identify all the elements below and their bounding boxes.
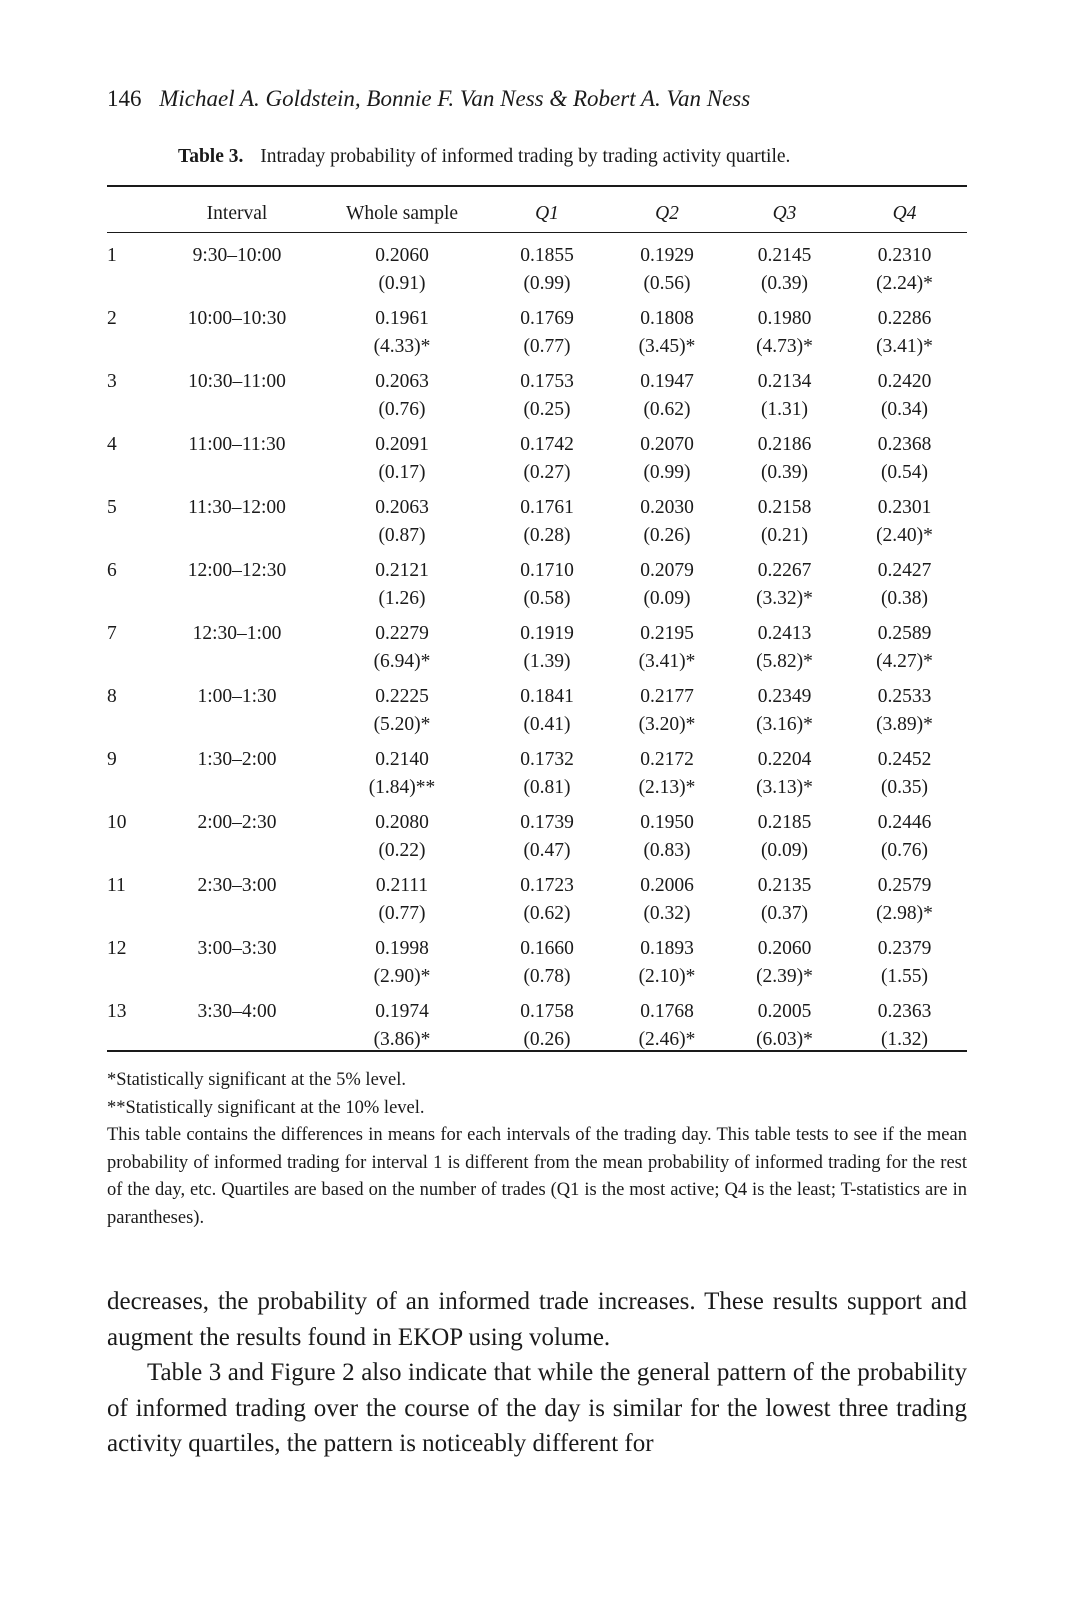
- column-header: Q2: [655, 203, 679, 224]
- value-cell: [727, 746, 842, 809]
- probability-value: 0.2279: [375, 623, 429, 644]
- t-statistic: (4.33)*: [373, 336, 431, 357]
- author-list: Michael A. Goldstein, Bonnie F. Van Ness & Robert A. Van Ness: [159, 86, 751, 111]
- value-cell: [842, 231, 967, 305]
- column-header: Q4: [892, 203, 917, 224]
- probability-value: 0.2005: [757, 1001, 812, 1022]
- value-cell: [727, 431, 842, 494]
- probability-value: 0.1998: [375, 938, 429, 959]
- row-index: 8: [107, 686, 117, 707]
- value-cell: [487, 431, 607, 494]
- running-header: [107, 86, 750, 112]
- value-cell: [607, 809, 727, 872]
- interval-cell: 3:00–3:30: [197, 938, 277, 959]
- t-statistic: (0.87): [378, 525, 426, 546]
- probability-value: 0.2121: [375, 560, 429, 581]
- t-statistic: (0.26): [643, 525, 691, 546]
- row-index: 6: [107, 560, 117, 581]
- t-statistic: (0.34): [880, 399, 929, 420]
- value-cell: [487, 620, 607, 683]
- probability-value: 0.2172: [640, 749, 694, 770]
- probability-value: 0.1768: [640, 1001, 694, 1022]
- table-row: [107, 809, 967, 872]
- table-row: [107, 231, 967, 305]
- table-caption-text: Intraday probability of informed trading by trading activity quartile.: [260, 146, 791, 167]
- row-index: 3: [107, 371, 117, 392]
- t-statistic: (0.77): [523, 336, 571, 357]
- value-cell: [317, 746, 487, 809]
- interval-cell: 12:00–12:30: [187, 560, 287, 581]
- probability-value: 0.2195: [640, 623, 694, 644]
- probability-value: 0.2301: [877, 497, 932, 518]
- t-statistic: (1.32): [880, 1029, 929, 1050]
- value-cell: [487, 494, 607, 557]
- t-statistic: (0.54): [880, 462, 929, 483]
- probability-value: 0.2310: [877, 245, 932, 266]
- interval-cell: 1:30–2:00: [197, 749, 277, 770]
- t-statistic: (0.47): [523, 840, 571, 861]
- t-statistic: (3.45)*: [638, 336, 696, 357]
- t-statistic: (0.99): [523, 273, 571, 294]
- interval-cell: 11:00–11:30: [188, 434, 286, 455]
- t-statistic: (0.38): [880, 588, 929, 609]
- value-cell: [487, 683, 607, 746]
- t-statistic: (2.24)*: [876, 273, 933, 294]
- probability-value: 0.2134: [757, 371, 812, 392]
- table-notes: [107, 1067, 967, 1232]
- t-statistic: (0.78): [523, 966, 571, 987]
- row-index: 5: [107, 497, 117, 518]
- probability-value: 0.2080: [375, 812, 429, 833]
- probability-value: 0.1739: [520, 812, 574, 833]
- probability-value: 0.2413: [757, 623, 812, 644]
- footnote-5pct: *Statistically significant at the 5% level.: [107, 1070, 407, 1090]
- t-statistic: (1.39): [523, 651, 571, 672]
- value-cell: [727, 494, 842, 557]
- table-row: [107, 305, 967, 368]
- probability-value: 0.1732: [520, 749, 574, 770]
- row-index: 11: [107, 875, 126, 896]
- t-statistic: (0.09): [643, 588, 691, 609]
- interval-cell: 12:30–1:00: [192, 623, 282, 644]
- probability-value: 0.2111: [375, 875, 429, 896]
- row-index: 4: [107, 434, 117, 455]
- probability-value: 0.1758: [520, 1001, 574, 1022]
- t-statistic: (0.41): [523, 714, 571, 735]
- t-statistic: (2.40)*: [876, 525, 933, 546]
- row-index: 2: [107, 308, 117, 329]
- interval-cell: 9:30–10:00: [192, 245, 282, 266]
- probability-value: 0.2368: [877, 434, 932, 455]
- value-cell: [727, 557, 842, 620]
- table-label: Table 3.: [178, 146, 244, 167]
- value-cell: [842, 746, 967, 809]
- probability-value: 0.1753: [520, 371, 574, 392]
- t-statistic: (0.37): [760, 903, 809, 924]
- t-statistic: (2.46)*: [638, 1029, 696, 1050]
- probability-value: 0.2158: [757, 497, 812, 518]
- t-statistic: (5.82)*: [756, 651, 813, 672]
- t-statistic: (0.25): [523, 399, 571, 420]
- value-cell: [607, 746, 727, 809]
- t-statistic: (1.55): [880, 966, 929, 987]
- value-cell: [842, 305, 967, 368]
- probability-value: 0.2070: [640, 434, 694, 455]
- value-cell: [317, 620, 487, 683]
- value-cell: [317, 683, 487, 746]
- t-statistic: (3.16)*: [756, 714, 813, 735]
- value-cell: [842, 935, 967, 998]
- probability-value: 0.1947: [640, 371, 694, 392]
- value-cell: [607, 231, 727, 305]
- table-row: [107, 557, 967, 620]
- value-cell: [727, 935, 842, 998]
- value-cell: [487, 368, 607, 431]
- value-cell: [607, 557, 727, 620]
- interval-cell: 10:30–11:00: [188, 371, 286, 392]
- table-row: [107, 494, 967, 557]
- table-caption: [178, 146, 790, 168]
- probability-value: 0.2579: [877, 875, 932, 896]
- data-table: [107, 197, 967, 1061]
- page-number: 146: [107, 86, 142, 111]
- probability-value: 0.1961: [375, 308, 429, 329]
- t-statistic: (6.03)*: [756, 1029, 813, 1050]
- value-cell: [842, 431, 967, 494]
- t-statistic: (0.77): [378, 903, 426, 924]
- table-row: [107, 620, 967, 683]
- probability-value: 0.2349: [757, 686, 812, 707]
- column-header: Q1: [535, 203, 559, 224]
- probability-value: 0.2204: [757, 749, 812, 770]
- probability-value: 0.2267: [757, 560, 812, 581]
- probability-value: 0.2185: [757, 812, 812, 833]
- t-statistic: (3.32)*: [756, 588, 813, 609]
- column-header: Q3: [772, 203, 797, 224]
- t-statistic: (3.20)*: [638, 714, 696, 735]
- t-statistic: (0.62): [523, 903, 571, 924]
- probability-value: 0.2140: [375, 749, 429, 770]
- t-statistic: (0.99): [643, 462, 691, 483]
- t-statistic: (6.94)*: [373, 651, 431, 672]
- value-cell: [487, 231, 607, 305]
- value-cell: [727, 620, 842, 683]
- value-cell: [727, 231, 842, 305]
- column-header: Interval: [206, 203, 268, 224]
- paragraph: decreases, the probability of an informed trade increases. These results support and augment the results found in EKOP using volume.: [107, 1288, 967, 1351]
- probability-value: 0.2135: [757, 875, 812, 896]
- value-cell: [607, 305, 727, 368]
- t-statistic: (2.98)*: [876, 903, 933, 924]
- value-cell: [317, 809, 487, 872]
- value-cell: [727, 998, 842, 1061]
- t-statistic: (0.09): [760, 840, 809, 861]
- value-cell: [607, 872, 727, 935]
- value-cell: [842, 809, 967, 872]
- t-statistic: (0.83): [643, 840, 691, 861]
- probability-value: 0.1893: [640, 938, 694, 959]
- value-cell: [607, 935, 727, 998]
- value-cell: [487, 935, 607, 998]
- table-row: [107, 998, 967, 1061]
- row-index: 1: [107, 245, 117, 266]
- value-cell: [317, 935, 487, 998]
- value-cell: [607, 368, 727, 431]
- t-statistic: (3.89)*: [876, 714, 933, 735]
- t-statistic: (2.13)*: [638, 777, 696, 798]
- probability-value: 0.1855: [520, 245, 574, 266]
- value-cell: [842, 620, 967, 683]
- row-index: 10: [107, 812, 127, 833]
- t-statistic: (0.21): [760, 525, 809, 546]
- table-row: [107, 368, 967, 431]
- probability-value: 0.2446: [877, 812, 932, 833]
- table-row: [107, 431, 967, 494]
- probability-value: 0.1980: [757, 308, 812, 329]
- interval-cell: 10:00–10:30: [187, 308, 287, 329]
- t-statistic: (3.41)*: [876, 336, 933, 357]
- row-index: 7: [107, 623, 117, 644]
- t-statistic: (1.84)**: [368, 777, 436, 798]
- probability-value: 0.2427: [877, 560, 932, 581]
- value-cell: [317, 305, 487, 368]
- t-statistic: (0.76): [880, 840, 929, 861]
- probability-value: 0.1742: [520, 434, 574, 455]
- interval-cell: 1:00–1:30: [197, 686, 277, 707]
- table-row: [107, 935, 967, 998]
- t-statistic: (0.58): [523, 588, 571, 609]
- t-statistic: (0.17): [378, 462, 426, 483]
- value-cell: [317, 494, 487, 557]
- interval-cell: 2:00–2:30: [197, 812, 277, 833]
- probability-value: 0.1660: [520, 938, 574, 959]
- t-statistic: (0.26): [523, 1029, 571, 1050]
- probability-value: 0.1723: [520, 875, 574, 896]
- value-cell: [842, 368, 967, 431]
- probability-value: 0.1769: [520, 308, 574, 329]
- table-row: [107, 683, 967, 746]
- t-statistic: (0.39): [760, 273, 809, 294]
- body-text: [107, 1284, 967, 1462]
- t-statistic: (0.22): [378, 840, 426, 861]
- value-cell: [607, 998, 727, 1061]
- t-statistic: (0.28): [523, 525, 571, 546]
- probability-value: 0.2379: [877, 938, 932, 959]
- row-index: 13: [107, 1001, 127, 1022]
- probability-value: 0.2006: [640, 875, 694, 896]
- probability-value: 0.2063: [375, 497, 429, 518]
- t-statistic: (0.35): [880, 777, 929, 798]
- t-statistic: (5.20)*: [373, 714, 431, 735]
- value-cell: [317, 431, 487, 494]
- probability-value: 0.2177: [640, 686, 694, 707]
- t-statistic: (4.27)*: [876, 651, 933, 672]
- value-cell: [487, 557, 607, 620]
- value-cell: [842, 494, 967, 557]
- value-cell: [607, 431, 727, 494]
- t-statistic: (0.32): [643, 903, 691, 924]
- t-statistic: (0.39): [760, 462, 809, 483]
- footnote-10pct: **Statistically significant at the 10% level.: [107, 1097, 425, 1118]
- t-statistic: (2.90)*: [373, 966, 431, 987]
- probability-value: 0.2079: [640, 560, 694, 581]
- value-cell: [727, 305, 842, 368]
- value-cell: [842, 872, 967, 935]
- t-statistic: (3.86)*: [373, 1029, 431, 1050]
- value-cell: [487, 305, 607, 368]
- row-index: 9: [107, 749, 117, 770]
- probability-value: 0.1761: [520, 497, 574, 518]
- t-statistic: (1.31): [760, 399, 809, 420]
- value-cell: [607, 620, 727, 683]
- value-cell: [317, 998, 487, 1061]
- interval-cell: 11:30–12:00: [188, 497, 286, 518]
- probability-value: 0.1919: [520, 623, 574, 644]
- probability-value: 0.2452: [877, 749, 932, 770]
- value-cell: [607, 494, 727, 557]
- table-body: [107, 231, 967, 1061]
- value-cell: [317, 557, 487, 620]
- probability-value: 0.2030: [640, 497, 694, 518]
- value-cell: [487, 809, 607, 872]
- t-statistic: (2.10)*: [638, 966, 696, 987]
- t-statistic: (0.27): [523, 462, 571, 483]
- probability-value: 0.1929: [640, 245, 694, 266]
- probability-value: 0.2091: [375, 434, 429, 455]
- probability-value: 0.2060: [375, 245, 429, 266]
- probability-value: 0.1710: [520, 560, 574, 581]
- probability-value: 0.2060: [757, 938, 812, 959]
- probability-value: 0.1950: [640, 812, 694, 833]
- column-header: Whole sample: [345, 203, 459, 224]
- interval-cell: 2:30–3:00: [197, 875, 277, 896]
- value-cell: [317, 368, 487, 431]
- value-cell: [487, 998, 607, 1061]
- probability-value: 0.2589: [877, 623, 932, 644]
- probability-value: 0.2186: [757, 434, 812, 455]
- probability-value: 0.2363: [877, 1001, 932, 1022]
- t-statistic: (3.41)*: [638, 651, 696, 672]
- t-statistic: (0.91): [378, 273, 426, 294]
- value-cell: [317, 872, 487, 935]
- t-statistic: (0.56): [643, 273, 691, 294]
- probability-value: 0.2225: [375, 686, 429, 707]
- t-statistic: (0.76): [378, 399, 426, 420]
- value-cell: [607, 683, 727, 746]
- paragraph: Table 3 and Figure 2 also indicate that while the general pattern of the probability of informed trading over the course of the day is similar for the lowest three trading activity quartiles, the pattern is noticeably different for: [107, 1359, 967, 1457]
- table-description: This table contains the differences in means for each intervals of the trading day. This table tests to see if the mean probability of informed trading for interval 1 is different from the mean probability of informed trading for the rest of the day, etc. Quartiles are based on the number of trades (Q1 is the most active; Q4 is the least; T-statistics are in parantheses).: [107, 1125, 967, 1228]
- value-cell: [317, 231, 487, 305]
- value-cell: [842, 998, 967, 1061]
- row-index: 12: [107, 938, 127, 959]
- probability-value: 0.2145: [757, 245, 812, 266]
- value-cell: [842, 683, 967, 746]
- probability-value: 0.2420: [877, 371, 932, 392]
- interval-cell: 3:30–4:00: [197, 1001, 277, 1022]
- probability-value: 0.2286: [877, 308, 932, 329]
- t-statistic: (0.62): [643, 399, 691, 420]
- probability-value: 0.1808: [640, 308, 694, 329]
- probability-value: 0.2063: [375, 371, 429, 392]
- value-cell: [487, 872, 607, 935]
- table-header-row: [107, 197, 967, 231]
- t-statistic: (4.73)*: [756, 336, 813, 357]
- table-top-rule: [107, 185, 967, 187]
- t-statistic: (0.81): [523, 777, 571, 798]
- value-cell: [727, 683, 842, 746]
- probability-value: 0.2533: [877, 686, 932, 707]
- table-row: [107, 746, 967, 809]
- table-row: [107, 872, 967, 935]
- t-statistic: (1.26): [378, 588, 426, 609]
- t-statistic: (3.13)*: [756, 777, 813, 798]
- t-statistic: (2.39)*: [756, 966, 813, 987]
- probability-value: 0.1974: [375, 1001, 429, 1022]
- probability-value: 0.1841: [520, 686, 574, 707]
- value-cell: [727, 809, 842, 872]
- column-header: [107, 197, 157, 231]
- value-cell: [727, 872, 842, 935]
- value-cell: [727, 368, 842, 431]
- value-cell: [842, 557, 967, 620]
- value-cell: [487, 746, 607, 809]
